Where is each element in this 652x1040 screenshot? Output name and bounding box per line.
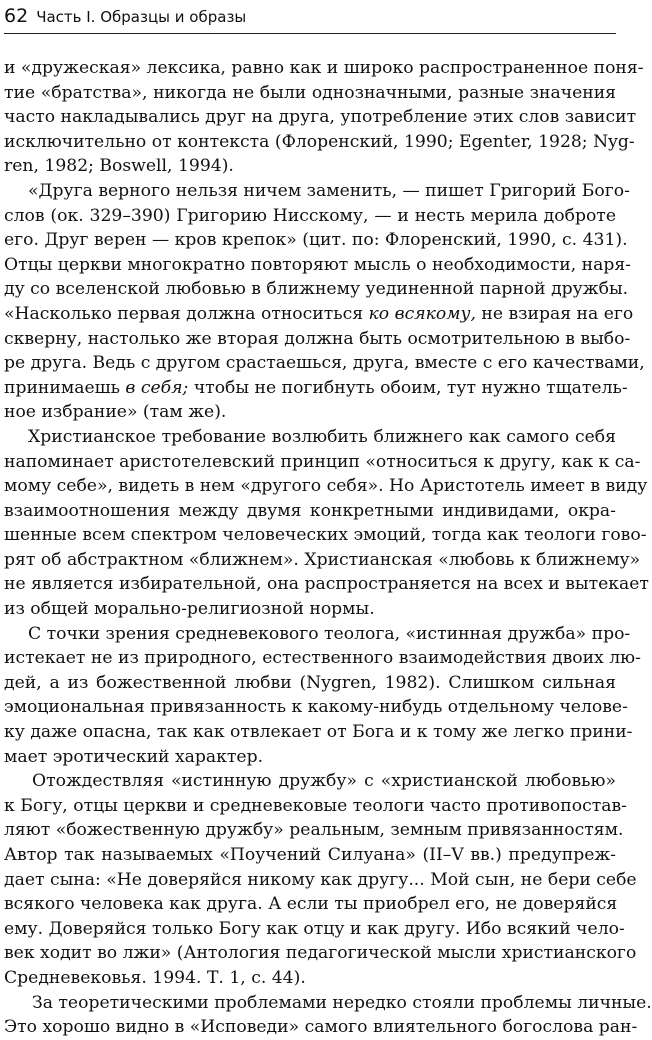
text-line: его. Друг верен — кров крепок» (цит. по: Флоренский, 1990, с. 431). <box>4 230 628 251</box>
text-line: взаимоотношения между двумя конкретными индивидами, окра- <box>4 500 616 521</box>
text-line: мому себе», видеть в нем «другого себя». Но Аристотель имеет в виду <box>4 476 648 497</box>
text-line: и «дружеская» лексика, равно как и широко распространенное поня- <box>4 58 644 78</box>
text-line: из общей морально-религиозной нормы. <box>4 599 375 620</box>
text-line: За теоретическими проблемами нередко стояли проблемы личные. <box>32 992 652 1013</box>
text-line: скверну, настолько же вторая должна быть осмотрительною в выбо- <box>4 328 631 349</box>
text-line: к Богу, отцы церкви и средневековые теологи часто противопостав- <box>4 795 627 816</box>
text-line: «Друга верного нельзя ничем заменить, — пишет Григорий Бого- <box>28 180 630 201</box>
text-line: Христианское требование возлюбить ближнего как самого себя <box>28 426 616 447</box>
running-header <box>4 4 616 32</box>
text-line: ему. Доверяйся только Богу как отцу и как другу. Ибо всякий чело- <box>4 918 625 939</box>
text-line <box>4 302 634 327</box>
text-line: Отождествляя «истинную дружбу» с «христианской любовью» <box>32 771 616 792</box>
text-line: всякого человека как друга. А если ты приобрел его, не доверяйся <box>4 894 618 915</box>
text-line: эмоциональная привязанность к какому-нибудь отдельному челове- <box>4 697 628 718</box>
header-rule <box>4 33 616 34</box>
text-line: рят об абстрактном «ближнем». Христианская «любовь к ближнему» <box>4 549 641 570</box>
text-line: дает сына: «Не доверяйся никому как другу... Мой сын, не бери себе <box>4 869 637 890</box>
text-line: часто накладывались друг на друга, употребление этих слов зависит <box>4 107 637 128</box>
page-number: 62 <box>4 5 29 27</box>
text-line: тие «братства», никогда не были однозначными, разные значения <box>4 82 616 103</box>
text-line: Это хорошо видно в «Исповеди» самого влиятельного богослова ран- <box>4 1017 638 1038</box>
text-line: ren, 1982; Boswell, 1994). <box>4 156 234 177</box>
text-line: Автор так называемых «Поучений Силуана» (II–V вв.) предупреж- <box>4 845 616 865</box>
text-line: напоминает аристотелевский принцип «относиться к другу, как к са- <box>4 451 641 472</box>
line-segment: чтобы не погибнуть обоим, тут нужно тщатель- <box>188 377 628 398</box>
text-line: слов (ок. 329–390) Григорию Нисскому, — и несть мерила доброте <box>4 205 616 226</box>
text-line: ду со вселенской любовью в ближнему уединенной парной дружбы. <box>4 279 629 300</box>
italic-segment: ко всякому, <box>368 303 476 324</box>
line-segment: «Насколько первая должна относиться <box>4 303 369 324</box>
text-line: шенные всем спектром человеческих эмоций, тогда как теологи гово- <box>4 525 647 546</box>
text-line: не является избирательной, она распространяется на всех и вытекает <box>4 574 649 595</box>
text-line: ре друга. Ведь с другом срастаешься, друга, вместе с его качествами, <box>4 353 645 374</box>
text-line: век ходит во лжи» (Антология педагогической мысли христианского <box>4 943 637 964</box>
line-segment: принимаешь <box>4 377 126 398</box>
text-line: дей, а из божественной любви (Nygren, 1982). Слишком сильная <box>4 672 616 693</box>
text-line: истекает не из природного, естественного взаимодействия двоих лю- <box>4 648 641 669</box>
text-line: С точки зрения средневекового теолога, «истинная дружба» про- <box>28 623 631 644</box>
text-line: ку даже опасна, так как отвлекает от Бога и к тому же легко прини- <box>4 722 633 743</box>
text-line: Средневековья. 1994. Т. 1, с. 44). <box>4 967 306 988</box>
body-text <box>4 56 652 1040</box>
text-line: ляют «божественную дружбу» реальным, земным привязанностям. <box>4 820 624 841</box>
text-line <box>4 376 628 401</box>
line-segment: не взирая на его <box>475 303 634 324</box>
text-line: Отцы церкви многократно повторяют мысль о необходимости, наря- <box>4 254 631 275</box>
text-line: мает эротический характер. <box>4 746 264 767</box>
text-line: исключительно от контекста (Флоренский, 1990; Egenter, 1928; Nyg- <box>4 131 635 152</box>
italic-segment: в себя; <box>125 377 189 398</box>
running-title: Часть I. Образцы и образы <box>36 8 247 26</box>
text-line: ное избрание» (там же). <box>4 402 227 423</box>
